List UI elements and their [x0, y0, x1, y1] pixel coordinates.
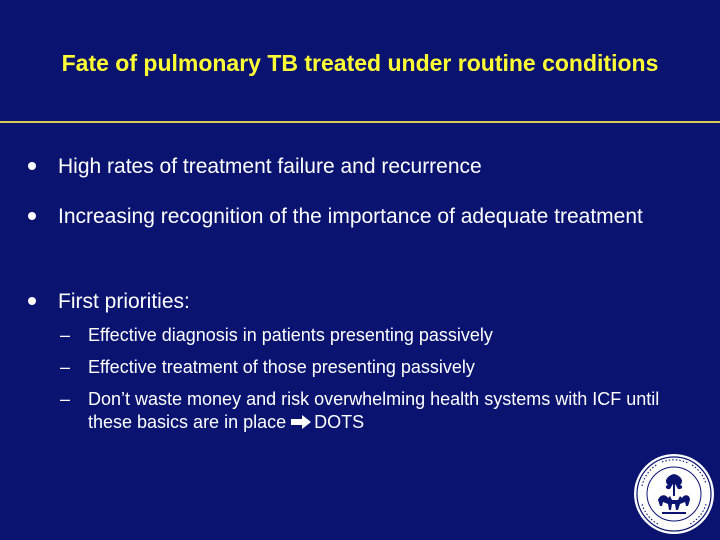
sub-bullet-text: Effective treatment of those presenting passively — [88, 357, 475, 377]
sub-bullet-text: Don’t waste money and risk overwhelming health systems with ICF until these basics are in place — [88, 389, 660, 432]
right-arrow-icon — [290, 414, 312, 430]
sub-bullet-dash: – — [60, 325, 71, 345]
bullet-dot-icon — [28, 212, 36, 220]
bullet-dot-icon — [28, 162, 36, 170]
slide-title: Fate of pulmonary TB treated under routine conditions — [61, 50, 659, 76]
sub-bullet-dash: – — [60, 357, 71, 377]
institution-seal-logo — [632, 452, 716, 536]
title-divider — [0, 121, 720, 123]
sub-bullet-dash: – — [60, 389, 71, 409]
sub-bullet-text: Effective diagnosis in patients presenting passively — [88, 325, 493, 345]
bullet-text: Increasing recognition of the importance of adequate treatment — [58, 205, 643, 228]
bullet-text: High rates of treatment failure and recurrence — [58, 155, 482, 178]
sub-bullet-text-with-arrow — [88, 388, 678, 434]
bullet-dot-icon — [28, 297, 36, 305]
bullet-text: First priorities: — [58, 290, 190, 313]
dots-label: DOTS — [314, 412, 365, 432]
